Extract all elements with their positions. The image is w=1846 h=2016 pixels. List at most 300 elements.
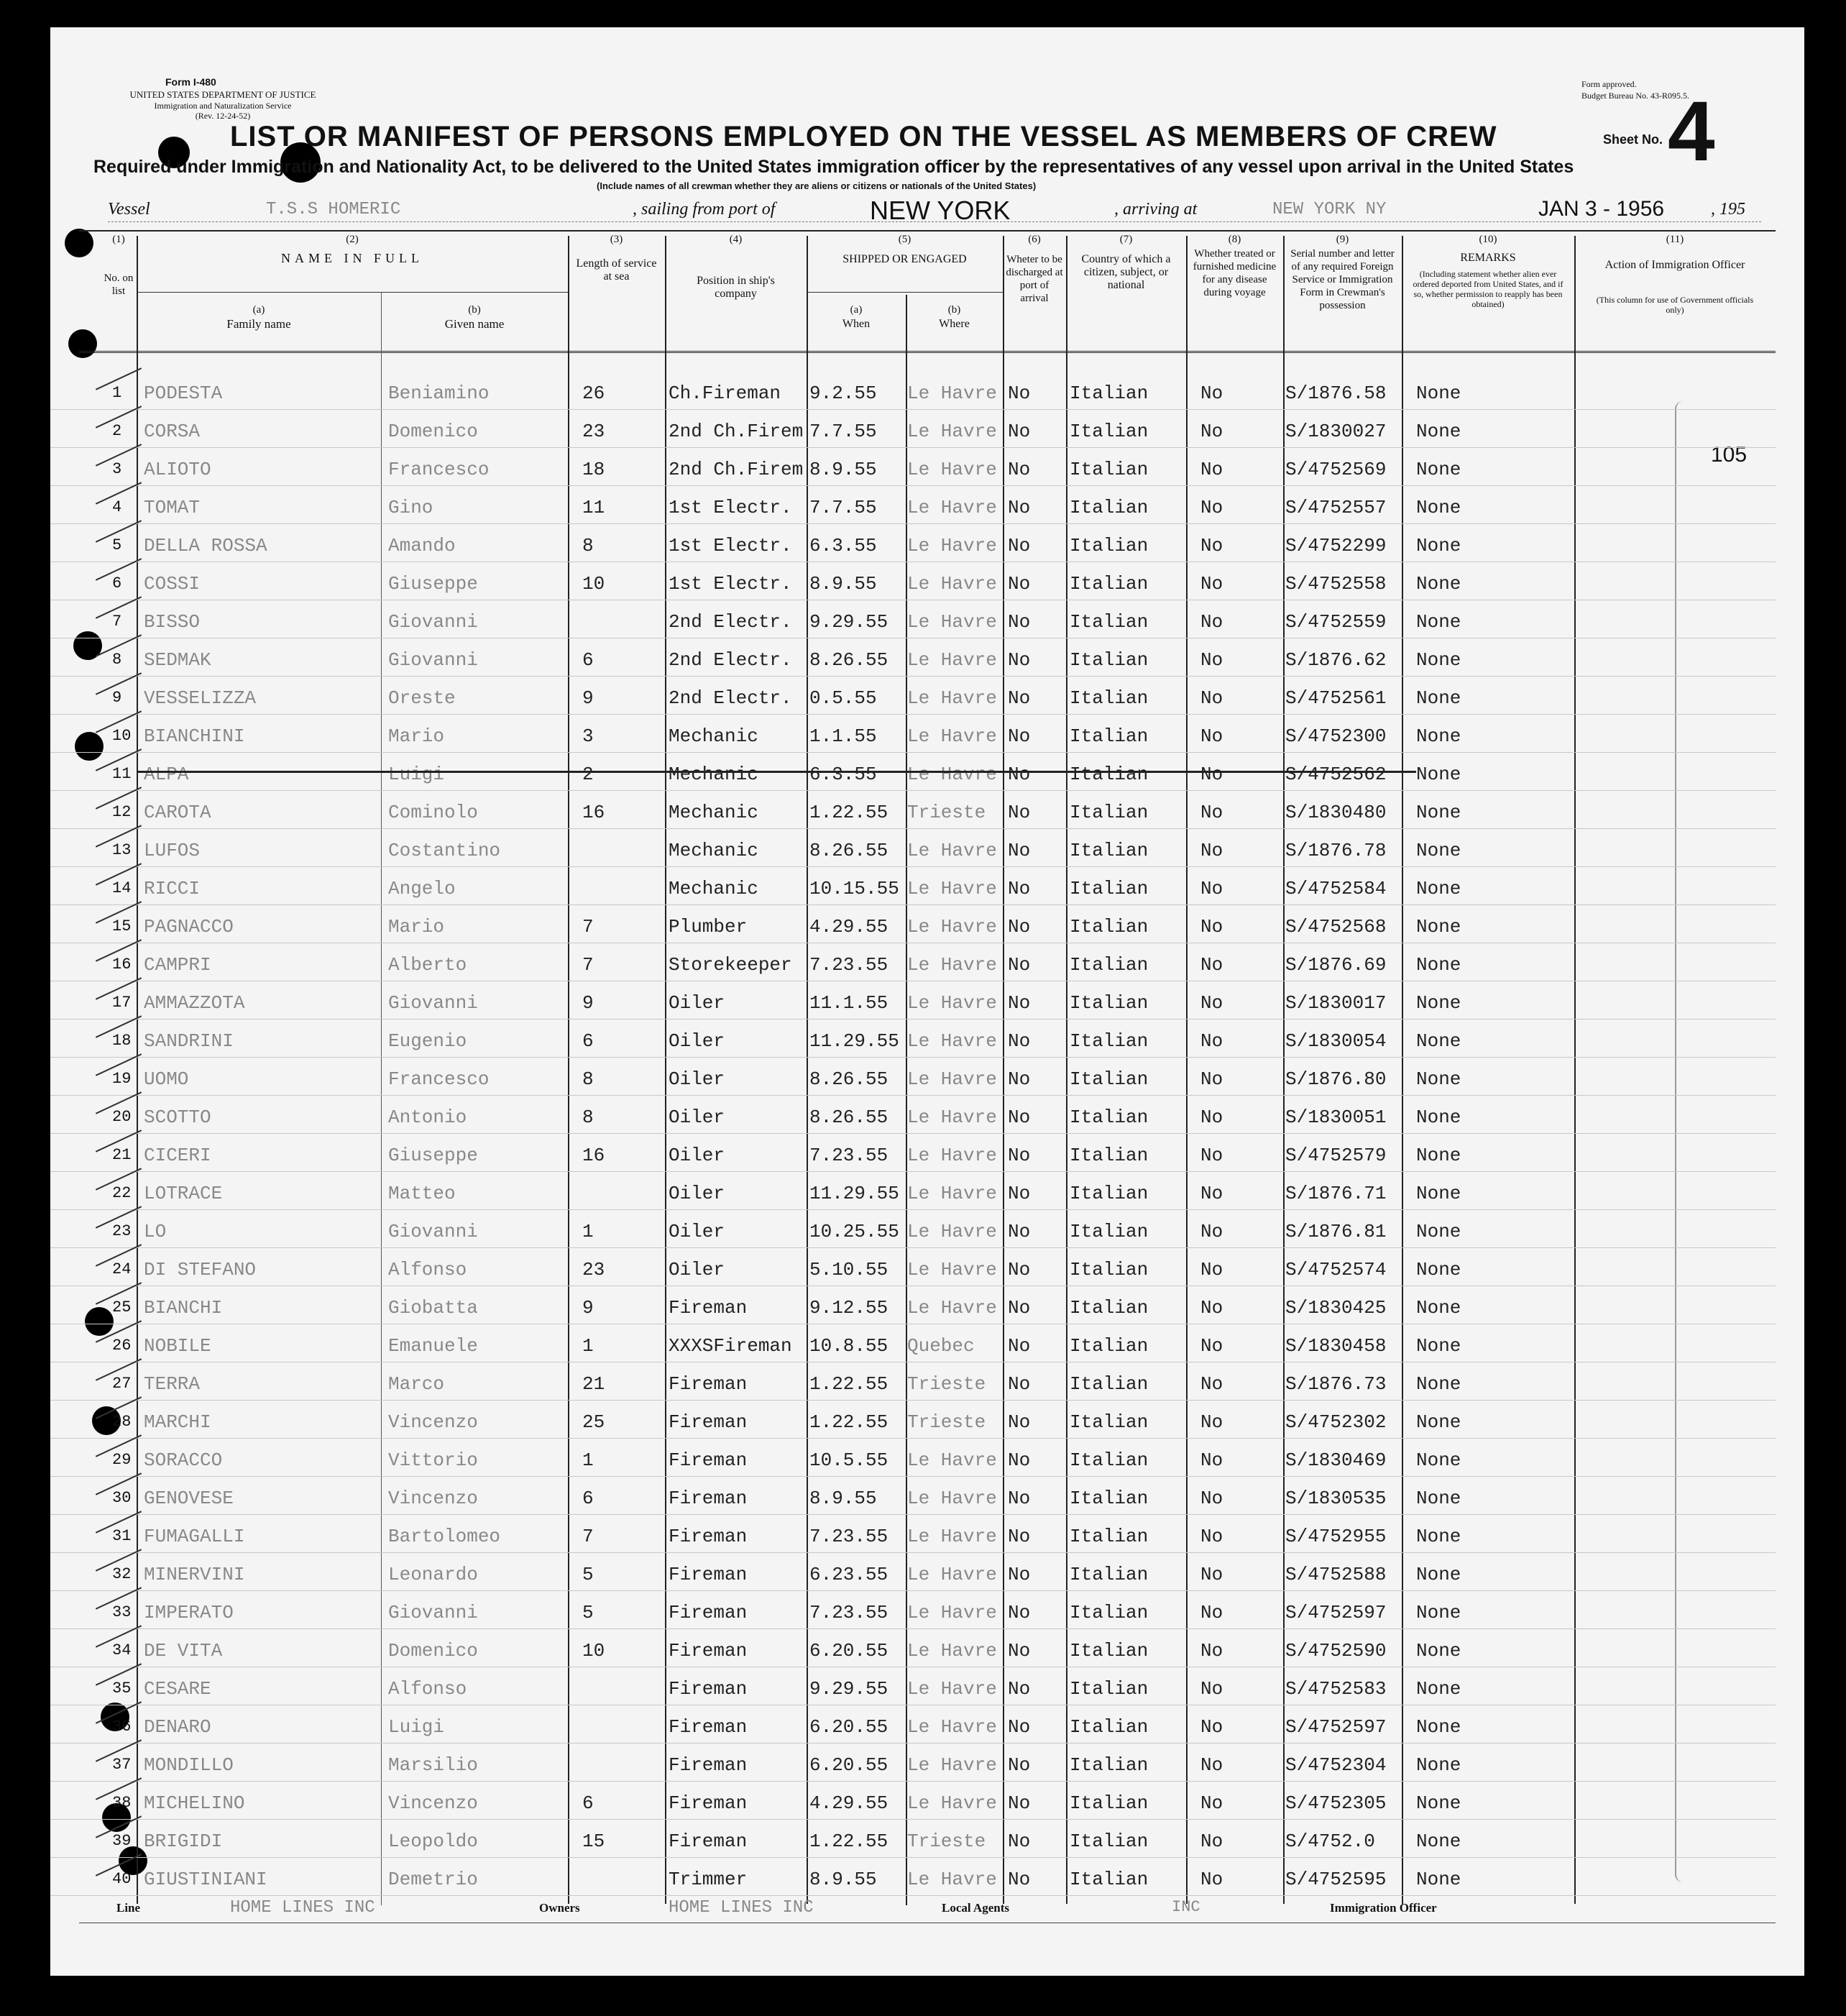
- cell-country: Italian: [1070, 687, 1149, 709]
- cell-no: 7: [112, 613, 122, 631]
- vessel-name: T.S.S HOMERIC: [266, 200, 401, 219]
- cell-length: 1: [582, 1335, 594, 1357]
- cell-family: TOMAT: [144, 497, 201, 518]
- cell-family: DELLA ROSSA: [144, 535, 267, 556]
- cell-remarks: None: [1416, 1106, 1461, 1128]
- cell-given: Francesco: [388, 1068, 490, 1090]
- cell-family: CICERI: [144, 1145, 211, 1166]
- table-row: [50, 904, 1776, 943]
- col-name-in-full: NAME IN FULL: [281, 251, 423, 265]
- col-no-on-list: No. on list: [104, 272, 134, 297]
- cell-when: 6.23.55: [809, 1564, 888, 1585]
- cell-when: 6.20.55: [809, 1640, 888, 1662]
- cell-serial: S/1830535: [1285, 1488, 1387, 1509]
- cell-when: 7.7.55: [809, 421, 877, 442]
- cell-given: Giuseppe: [388, 1145, 478, 1166]
- owners-value: HOME LINES INC: [669, 1898, 814, 1918]
- cell-when: 4.29.55: [809, 916, 888, 938]
- cell-no: 40: [112, 1870, 132, 1888]
- cell-position: Fireman: [669, 1716, 748, 1738]
- cell-country: Italian: [1070, 1754, 1149, 1776]
- cell-med: No: [1200, 382, 1223, 404]
- cell-disch: No: [1008, 992, 1031, 1014]
- cell-given: Alfonso: [388, 1678, 467, 1700]
- cell-serial: S/1830480: [1285, 802, 1387, 823]
- cell-country: Italian: [1070, 1640, 1149, 1662]
- form-approval: Form approved.: [1581, 79, 1637, 89]
- cell-no: 20: [112, 1108, 132, 1126]
- cell-when: 7.23.55: [809, 1526, 888, 1547]
- cell-country: Italian: [1070, 1183, 1149, 1204]
- cell-disch: No: [1008, 1335, 1031, 1357]
- cell-disch: No: [1008, 497, 1031, 518]
- cell-serial: S/1876.71: [1285, 1183, 1387, 1204]
- cell-serial: S/1830458: [1285, 1335, 1387, 1357]
- cell-given: Mario: [388, 725, 445, 747]
- cell-med: No: [1200, 459, 1223, 480]
- cell-remarks: None: [1416, 1259, 1461, 1280]
- cell-disch: No: [1008, 1564, 1031, 1585]
- cell-serial: S/1830017: [1285, 992, 1387, 1014]
- cell-country: Italian: [1070, 611, 1149, 633]
- cell-med: No: [1200, 1183, 1223, 1204]
- cell-position: 2nd Ch.Firem: [669, 459, 804, 480]
- cell-no: 39: [112, 1832, 132, 1850]
- cell-length: 6: [582, 1488, 594, 1509]
- cell-when: 8.9.55: [809, 573, 877, 595]
- cell-position: Mechanic: [669, 840, 758, 861]
- table-row: [50, 1628, 1776, 1667]
- cell-where: Le Havre: [907, 382, 997, 404]
- cell-given: Giobatta: [388, 1297, 478, 1319]
- cell-when: 9.29.55: [809, 1678, 888, 1700]
- cell-where: Trieste: [907, 1411, 986, 1433]
- cell-remarks: None: [1416, 1754, 1461, 1776]
- table-row: [50, 1781, 1776, 1820]
- cell-no: 36: [112, 1718, 132, 1736]
- cell-given: Leonardo: [388, 1564, 478, 1585]
- cell-remarks: None: [1416, 1792, 1461, 1814]
- cell-country: Italian: [1070, 1297, 1149, 1319]
- cell-length: 7: [582, 916, 594, 938]
- cell-given: Vittorio: [388, 1449, 478, 1471]
- cell-given: Emanuele: [388, 1335, 478, 1357]
- table-row: [50, 1095, 1776, 1134]
- cell-position: XXXSFireman: [669, 1335, 792, 1357]
- cell-country: Italian: [1070, 840, 1149, 861]
- cell-no: 18: [112, 1032, 132, 1050]
- cell-where: Le Havre: [907, 1297, 997, 1319]
- cell-when: 1.22.55: [809, 1373, 888, 1395]
- cell-disch: No: [1008, 1831, 1031, 1852]
- cell-family: MARCHI: [144, 1411, 211, 1433]
- cell-where: Le Havre: [907, 1526, 997, 1547]
- cell-remarks: None: [1416, 802, 1461, 823]
- cell-disch: No: [1008, 1297, 1031, 1319]
- cell-where: Le Havre: [907, 497, 997, 518]
- cell-serial: S/1830425: [1285, 1297, 1387, 1319]
- cell-when: 8.9.55: [809, 459, 877, 480]
- cell-country: Italian: [1070, 1335, 1149, 1357]
- cell-disch: No: [1008, 1411, 1031, 1433]
- cell-disch: No: [1008, 764, 1031, 785]
- name-subrule: [137, 292, 568, 293]
- cell-med: No: [1200, 878, 1223, 899]
- cell-no: 23: [112, 1222, 132, 1240]
- col-6-number: (6): [1028, 234, 1041, 245]
- cell-given: Giuseppe: [388, 573, 478, 595]
- cell-where: Trieste: [907, 1373, 986, 1395]
- cell-family: ALIOTO: [144, 459, 211, 480]
- cell-country: Italian: [1070, 459, 1149, 480]
- cell-no: 5: [112, 536, 122, 554]
- table-row: [50, 1324, 1776, 1362]
- cell-med: No: [1200, 1373, 1223, 1395]
- cell-given: Gino: [388, 497, 433, 518]
- cell-remarks: None: [1416, 1602, 1461, 1623]
- cell-disch: No: [1008, 1678, 1031, 1700]
- cell-disch: No: [1008, 802, 1031, 823]
- table-row: [50, 1286, 1776, 1324]
- col-position: Position in ship's company: [697, 275, 775, 300]
- cell-disch: No: [1008, 1602, 1031, 1623]
- cell-position: Plumber: [669, 916, 748, 938]
- table-row: [50, 1362, 1776, 1401]
- cell-given: Giovanni: [388, 649, 478, 671]
- cell-remarks: None: [1416, 1297, 1461, 1319]
- cell-position: Fireman: [669, 1526, 748, 1547]
- cell-where: Le Havre: [907, 1678, 997, 1700]
- table-row: [50, 1247, 1776, 1286]
- form-number: Form I-480: [165, 76, 216, 88]
- cell-country: Italian: [1070, 1259, 1149, 1280]
- cell-disch: No: [1008, 687, 1031, 709]
- cell-remarks: None: [1416, 1373, 1461, 1395]
- cell-position: 1st Electr.: [669, 573, 792, 595]
- table-row: [50, 523, 1776, 562]
- col-action: Action of Immigration Officer: [1604, 259, 1745, 271]
- manifest-page: [50, 27, 1804, 1976]
- col-action-note: (This column for use of Government officials only): [1596, 295, 1754, 315]
- col-4-number: (4): [729, 234, 743, 245]
- table-row: [50, 1590, 1776, 1629]
- cell-no: 2: [112, 422, 122, 440]
- cell-when: 10.25.55: [809, 1221, 899, 1242]
- budget-bureau: Budget Bureau No. 43-R095.5.: [1581, 91, 1689, 101]
- col-serial: Serial number and letter of any required Foreign Service or Immigration Form in Crewman's possession: [1290, 248, 1395, 311]
- cell-remarks: None: [1416, 1449, 1461, 1471]
- table-row: [50, 1514, 1776, 1553]
- cell-country: Italian: [1070, 1831, 1149, 1852]
- cell-country: Italian: [1070, 1869, 1149, 1890]
- cell-where: Le Havre: [907, 840, 997, 861]
- cell-when: 1.22.55: [809, 1831, 888, 1852]
- cell-given: Antonio: [388, 1106, 467, 1128]
- cell-no: 29: [112, 1451, 132, 1469]
- cell-serial: S/1876.73: [1285, 1373, 1387, 1395]
- cell-family: LOTRACE: [144, 1183, 223, 1204]
- cell-serial: S/4752584: [1285, 878, 1387, 899]
- table-row: [50, 1476, 1776, 1515]
- cell-med: No: [1200, 1030, 1223, 1052]
- cell-country: Italian: [1070, 1678, 1149, 1700]
- cell-length: 9: [582, 1297, 594, 1319]
- cell-length: 11: [582, 497, 605, 518]
- col-discharged: Wheter to be discharged at port of arrival: [1006, 254, 1063, 304]
- cell-where: Le Havre: [907, 916, 997, 938]
- cell-med: No: [1200, 1602, 1223, 1623]
- cell-med: No: [1200, 611, 1223, 633]
- cell-disch: No: [1008, 1183, 1031, 1204]
- col-9-number: (9): [1336, 234, 1349, 245]
- cell-serial: S/1876.80: [1285, 1068, 1387, 1090]
- cell-remarks: None: [1416, 840, 1461, 861]
- cell-serial: S/4752569: [1285, 459, 1387, 480]
- cell-no: 11: [112, 765, 132, 783]
- cell-country: Italian: [1070, 764, 1149, 785]
- cell-position: Ch.Fireman: [669, 382, 781, 404]
- cell-no: 10: [112, 727, 132, 745]
- cell-med: No: [1200, 725, 1223, 747]
- cell-length: 21: [582, 1373, 605, 1395]
- cell-family: DE VITA: [144, 1640, 223, 1662]
- cell-country: Italian: [1070, 1488, 1149, 1509]
- cell-position: Oiler: [669, 1030, 725, 1052]
- table-row: [50, 981, 1776, 1020]
- cell-where: Le Havre: [907, 1030, 997, 1052]
- cell-family: SANDRINI: [144, 1030, 234, 1052]
- cell-remarks: None: [1416, 1068, 1461, 1090]
- table-row: [50, 447, 1776, 486]
- cell-given: Giovanni: [388, 611, 478, 633]
- cell-remarks: None: [1416, 1221, 1461, 1242]
- cell-no: 37: [112, 1756, 132, 1774]
- cell-remarks: None: [1416, 459, 1461, 480]
- cell-when: 8.26.55: [809, 649, 888, 671]
- cell-remarks: None: [1416, 1869, 1461, 1890]
- cell-serial: S/1876.81: [1285, 1221, 1387, 1242]
- cell-med: No: [1200, 992, 1223, 1014]
- cell-remarks: None: [1416, 992, 1461, 1014]
- cell-when: 10.5.55: [809, 1449, 888, 1471]
- cell-med: No: [1200, 1068, 1223, 1090]
- cell-length: 7: [582, 954, 594, 976]
- cell-given: Giovanni: [388, 1221, 478, 1242]
- cell-when: 10.8.55: [809, 1335, 888, 1357]
- col-8-number: (8): [1228, 234, 1241, 245]
- cell-remarks: None: [1416, 687, 1461, 709]
- cell-no: 8: [112, 651, 122, 669]
- cell-length: 9: [582, 687, 594, 709]
- col-7-number: (7): [1119, 234, 1133, 245]
- cell-country: Italian: [1070, 382, 1149, 404]
- cell-length: 26: [582, 382, 605, 404]
- cell-family: CAROTA: [144, 802, 211, 823]
- cell-family: LUFOS: [144, 840, 201, 861]
- cell-when: 9.12.55: [809, 1297, 888, 1319]
- cell-country: Italian: [1070, 1602, 1149, 1623]
- cell-given: Costantino: [388, 840, 501, 861]
- sheet-label: Sheet No.: [1603, 132, 1663, 147]
- cell-where: Le Havre: [907, 459, 997, 480]
- cell-where: Le Havre: [907, 1564, 997, 1585]
- cell-length: 6: [582, 649, 594, 671]
- cell-med: No: [1200, 1792, 1223, 1814]
- cell-where: Le Havre: [907, 1869, 997, 1890]
- line-value: HOME LINES INC: [230, 1898, 375, 1918]
- cell-where: Le Havre: [907, 687, 997, 709]
- cell-country: Italian: [1070, 649, 1149, 671]
- cell-where: Le Havre: [907, 573, 997, 595]
- cell-disch: No: [1008, 1488, 1031, 1509]
- cell-disch: No: [1008, 649, 1031, 671]
- cell-no: 27: [112, 1375, 132, 1393]
- table-row: [50, 790, 1776, 829]
- cell-remarks: None: [1416, 497, 1461, 518]
- cell-position: Fireman: [669, 1449, 748, 1471]
- cell-position: Oiler: [669, 1145, 725, 1166]
- cell-country: Italian: [1070, 535, 1149, 556]
- cell-when: 6.3.55: [809, 535, 877, 556]
- cell-family: CORSA: [144, 421, 201, 442]
- cell-given: Eugenio: [388, 1030, 467, 1052]
- cell-given: Domenico: [388, 1640, 478, 1662]
- cell-position: Oiler: [669, 1259, 725, 1280]
- cell-position: Fireman: [669, 1411, 748, 1433]
- cell-where: Le Havre: [907, 954, 997, 976]
- department: UNITED STATES DEPARTMENT OF JUSTICE: [129, 89, 316, 100]
- cell-position: Fireman: [669, 1373, 748, 1395]
- cell-country: Italian: [1070, 992, 1149, 1014]
- cell-position: Fireman: [669, 1602, 748, 1623]
- cell-family: NOBILE: [144, 1335, 211, 1357]
- cell-family: SCOTTO: [144, 1106, 211, 1128]
- cell-no: 16: [112, 956, 132, 973]
- cell-no: 17: [112, 994, 132, 1012]
- cell-where: Le Havre: [907, 1602, 997, 1623]
- cell-disch: No: [1008, 1792, 1031, 1814]
- cell-country: Italian: [1070, 1526, 1149, 1547]
- cell-disch: No: [1008, 840, 1031, 861]
- cell-given: Alfonso: [388, 1259, 467, 1280]
- cell-position: 1st Electr.: [669, 497, 792, 518]
- col-2-number: (2): [346, 234, 359, 245]
- col-medicine: Whether treated or furnished medicine for any disease during voyage: [1193, 248, 1277, 298]
- col-5-number: (5): [898, 234, 911, 245]
- col-length-of-service: Length of service at sea: [576, 257, 657, 283]
- cell-where: Trieste: [907, 1831, 986, 1852]
- cell-country: Italian: [1070, 1716, 1149, 1738]
- cell-med: No: [1200, 1335, 1223, 1357]
- cell-position: Fireman: [669, 1831, 748, 1852]
- cell-given: Alberto: [388, 954, 467, 976]
- cell-position: Fireman: [669, 1678, 748, 1700]
- cell-disch: No: [1008, 382, 1031, 404]
- cell-remarks: None: [1416, 611, 1461, 633]
- cell-remarks: None: [1416, 1411, 1461, 1433]
- cell-position: Fireman: [669, 1297, 748, 1319]
- cell-given: Vincenzo: [388, 1792, 478, 1814]
- cell-serial: S/4752.0: [1285, 1831, 1375, 1852]
- cell-length: 10: [582, 573, 605, 595]
- cell-serial: S/4752590: [1285, 1640, 1387, 1662]
- cell-serial: S/4752559: [1285, 611, 1387, 633]
- cell-when: 8.26.55: [809, 1106, 888, 1128]
- cell-position: Fireman: [669, 1792, 748, 1814]
- cell-disch: No: [1008, 1716, 1031, 1738]
- vessel-label: Vessel: [108, 200, 150, 219]
- cell-when: 7.7.55: [809, 497, 877, 518]
- cell-where: Le Havre: [907, 992, 997, 1014]
- cell-no: 33: [112, 1603, 132, 1621]
- cell-when: 4.29.55: [809, 1792, 888, 1814]
- cell-med: No: [1200, 687, 1223, 709]
- cell-where: Le Havre: [907, 764, 997, 785]
- cell-serial: S/4752588: [1285, 1564, 1387, 1585]
- cell-family: SEDMAK: [144, 649, 211, 671]
- agents-value: INC: [1172, 1898, 1200, 1916]
- cell-where: Le Havre: [907, 1488, 997, 1509]
- cell-position: Trimmer: [669, 1869, 748, 1890]
- cell-when: 1.1.55: [809, 725, 877, 747]
- cell-serial: S/1830027: [1285, 421, 1387, 442]
- cell-disch: No: [1008, 725, 1031, 747]
- table-row: [50, 1171, 1776, 1210]
- cell-serial: S/4752597: [1285, 1716, 1387, 1738]
- cell-country: Italian: [1070, 1373, 1149, 1395]
- table-row: [50, 562, 1776, 600]
- cell-disch: No: [1008, 1145, 1031, 1166]
- col-1-number: (1): [112, 234, 125, 245]
- cell-given: Marco: [388, 1373, 445, 1395]
- cell-no: 6: [112, 574, 122, 592]
- cell-length: 23: [582, 421, 605, 442]
- cell-position: Mechanic: [669, 764, 758, 785]
- cell-remarks: None: [1416, 764, 1461, 785]
- cell-position: Oiler: [669, 1068, 725, 1090]
- cell-length: 16: [582, 802, 605, 823]
- cell-country: Italian: [1070, 1145, 1149, 1166]
- cell-family: ALPA: [144, 764, 189, 785]
- cell-when: 11.29.55: [809, 1183, 899, 1204]
- cell-when: 8.26.55: [809, 1068, 888, 1090]
- table-row: [50, 1743, 1776, 1782]
- cell-country: Italian: [1070, 1068, 1149, 1090]
- cell-med: No: [1200, 1831, 1223, 1852]
- agents-label: Local Agents: [942, 1901, 1009, 1915]
- col-family-name: Family name: [226, 317, 291, 331]
- cell-when: 9.2.55: [809, 382, 877, 404]
- cell-no: 38: [112, 1794, 132, 1812]
- cell-family: BIANCHINI: [144, 725, 245, 747]
- cell-length: 1: [582, 1449, 594, 1471]
- cell-position: Fireman: [669, 1488, 748, 1509]
- cell-family: GENOVESE: [144, 1488, 234, 1509]
- cell-no: 32: [112, 1565, 132, 1583]
- cell-serial: S/4752557: [1285, 497, 1387, 518]
- cell-serial: S/4752955: [1285, 1526, 1387, 1547]
- cell-family: MINERVINI: [144, 1564, 245, 1585]
- subnote: (Include names of all crewman whether they are aliens or citizens or nationals of the United States): [597, 180, 1037, 191]
- cell-given: Amando: [388, 535, 456, 556]
- cell-length: 3: [582, 725, 594, 747]
- cell-disch: No: [1008, 1640, 1031, 1662]
- cell-country: Italian: [1070, 1411, 1149, 1433]
- cell-where: Le Havre: [907, 1716, 997, 1738]
- cell-length: 25: [582, 1411, 605, 1433]
- cell-serial: S/4752562: [1285, 764, 1387, 785]
- cell-length: 8: [582, 1106, 594, 1128]
